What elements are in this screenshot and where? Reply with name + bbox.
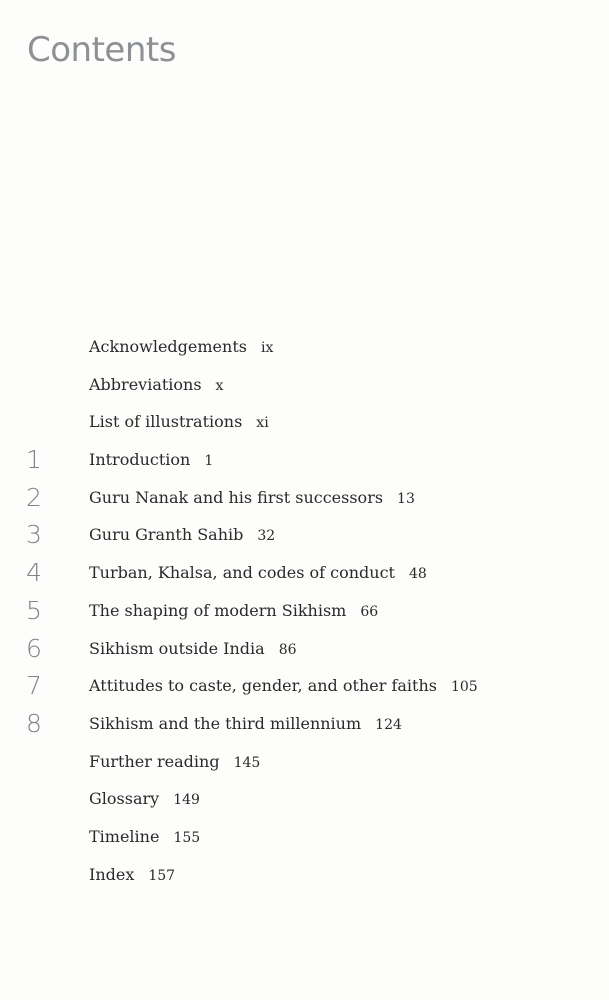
entry-title xyxy=(89,372,223,399)
page-number: 157 xyxy=(148,867,176,884)
page-number: 124 xyxy=(375,716,402,733)
toc-entry-acknowledgements xyxy=(0,334,609,372)
entry-title-text: List of illustrations xyxy=(89,412,243,432)
page-number: 86 xyxy=(278,641,297,658)
entry-title-text: Glossary xyxy=(89,789,160,809)
entry-title xyxy=(89,786,200,813)
chapter-number: 5 xyxy=(26,595,42,625)
toc-entry-chapter-3 xyxy=(0,522,609,560)
toc-entry-glossary xyxy=(0,786,609,824)
chapter-number: 7 xyxy=(26,671,42,701)
toc-entry-chapter-2 xyxy=(0,482,609,523)
page-number: 105 xyxy=(450,679,478,696)
chapter-number: 6 xyxy=(26,633,42,663)
entry-title-text: Sikhism outside India xyxy=(89,638,265,658)
entry-title-text: Turban, Khalsa, and codes of conduct xyxy=(89,563,395,583)
page-number: 66 xyxy=(360,603,379,620)
toc-entry-list-of-illustrations xyxy=(0,409,609,447)
toc-entry-chapter-7 xyxy=(0,673,609,711)
page-number: 32 xyxy=(257,528,276,545)
entry-title-text: Index xyxy=(89,864,135,884)
toc-entry-index xyxy=(0,862,609,900)
entry-title xyxy=(89,749,260,776)
entry-title-text: Guru Nanak and his first successors xyxy=(89,487,384,507)
page-number: 48 xyxy=(408,566,427,583)
toc-entry-chapter-6 xyxy=(0,633,609,674)
entry-title-text: Introduction xyxy=(89,450,191,470)
page-number: 1 xyxy=(204,453,214,470)
page-number: ix xyxy=(260,340,274,356)
entry-title xyxy=(89,447,213,474)
page-number: 149 xyxy=(173,792,200,809)
entry-title xyxy=(89,636,297,663)
entry-title-text: The shaping of modern Sikhism xyxy=(89,600,347,620)
entry-title-text: Acknowledgements xyxy=(89,337,247,356)
chapter-number: 2 xyxy=(26,482,42,512)
entry-title xyxy=(89,409,269,436)
toc-entry-timeline xyxy=(0,824,609,862)
page-number: 13 xyxy=(397,490,415,507)
entry-title xyxy=(89,522,275,549)
chapter-number: 3 xyxy=(26,520,42,550)
chapter-number: 4 xyxy=(26,558,42,588)
entry-title-text: Timeline xyxy=(89,826,160,846)
entry-title xyxy=(89,824,200,851)
entry-title xyxy=(89,485,415,512)
entry-title xyxy=(89,334,273,361)
entry-title-text: Attitudes to caste, gender, and other faiths xyxy=(89,676,437,696)
page-number: x xyxy=(215,377,224,394)
page-title: Contents xyxy=(27,30,176,70)
chapter-number: 1 xyxy=(26,445,42,475)
entry-title-text: Guru Granth Sahib xyxy=(89,525,244,545)
entry-title-text: Sikhism and the third millennium xyxy=(89,713,362,733)
toc-entry-abbreviations xyxy=(0,372,609,410)
chapter-number: 8 xyxy=(26,708,42,738)
toc-entry-chapter-4 xyxy=(0,560,609,598)
entry-title xyxy=(89,862,175,889)
table-of-contents xyxy=(0,334,609,899)
entry-title xyxy=(89,711,402,738)
entry-title xyxy=(89,673,478,700)
page-number: 155 xyxy=(173,829,201,846)
entry-title-text: Abbreviations xyxy=(89,374,202,394)
toc-entry-further-reading xyxy=(0,749,609,787)
page-number: 145 xyxy=(233,754,261,771)
entry-title xyxy=(89,598,378,625)
entry-title xyxy=(89,560,427,587)
toc-entry-chapter-1 xyxy=(0,447,609,485)
page-number: xi xyxy=(256,415,269,432)
toc-entry-chapter-5 xyxy=(0,595,609,636)
toc-entry-chapter-8 xyxy=(0,708,609,749)
entry-title-text: Further reading xyxy=(89,751,220,771)
